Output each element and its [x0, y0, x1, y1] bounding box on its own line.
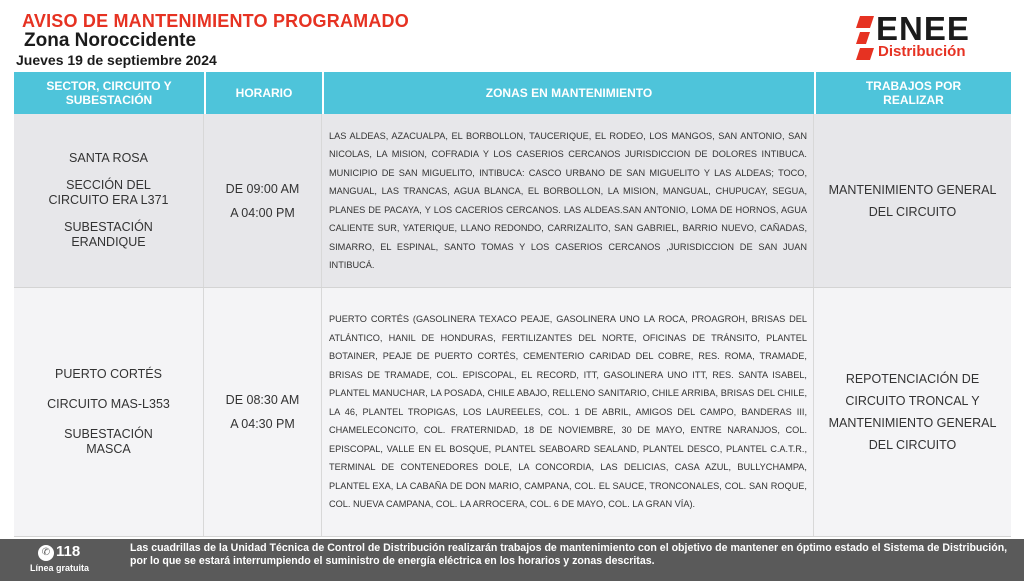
works-cell [814, 288, 1011, 536]
works-text: REPOTENCIACIÓN DE CIRCUITO TRONCAL Y MANTENIMIENTO GENERAL DEL CIRCUITO [828, 372, 997, 452]
zones-cell [322, 288, 814, 536]
zones-cell [322, 114, 814, 287]
works-text: MANTENIMIENTO GENERAL DEL CIRCUITO [828, 182, 997, 219]
schedule-end: A 04:30 PM [230, 417, 295, 431]
substation-name: SUBESTACIÓN ERANDIQUE [64, 220, 153, 249]
sector-name: SANTA ROSA [69, 151, 148, 165]
footer-notice: Las cuadrillas de la Unidad Técnica de Control de Distribución realizarán trabajos de mantenimiento con el objetivo de mantener en óptimo estado el Sistema de Distribución, por lo que se estará interrumpiendo el suministro de energía eléctrica en los horarios y zonas descritas. [130, 542, 1008, 567]
enee-logo [856, 10, 1006, 64]
header-horario: HORARIO [206, 72, 322, 114]
schedule-cell [204, 288, 322, 536]
schedule-start: DE 09:00 AM [225, 181, 300, 196]
logo-wordmark: ENEE [876, 10, 970, 47]
sector-name: PUERTO CORTÉS [55, 367, 162, 381]
notice-date: Jueves 19 de septiembre 2024 [16, 52, 217, 68]
notice-title: AVISO DE MANTENIMIENTO PROGRAMADO [22, 11, 409, 31]
table-row [14, 114, 1011, 288]
header-zonas: ZONAS EN MANTENIMIENTO [324, 72, 814, 114]
maintenance-table [14, 72, 1011, 537]
schedule-start: DE 08:30 AM [225, 393, 300, 407]
circuit-name: SECCIÓN DEL CIRCUITO ERA L371 [48, 178, 169, 207]
hotline-label: Línea gratuita [30, 563, 90, 573]
header-trabajos: TRABAJOS POR REALIZAR [816, 72, 1011, 114]
sector-cell [14, 288, 204, 536]
header-sector: SECTOR, CIRCUITO Y SUBESTACIÓN [14, 72, 204, 114]
sector-cell [14, 114, 204, 287]
schedule-end: A 04:00 PM [230, 205, 295, 220]
footer-bar [0, 539, 1024, 581]
page-header [0, 0, 1024, 70]
hotline-number: 118 [56, 543, 81, 560]
table-row [14, 288, 1011, 537]
table-header [14, 72, 1011, 114]
schedule-cell [204, 114, 322, 287]
circuit-name: CIRCUITO MAS-L353 [47, 397, 170, 411]
enee-logo-icon [856, 16, 874, 60]
zone-title: Zona Noroccidente [24, 30, 197, 51]
zones-text: LAS ALDEAS, AZACUALPA, EL BORBOLLON, TAUCERIQUE, EL RODEO, LOS MANGOS, SAN ANTONIO, SAN NICOLAS, LA MISION, COFRADIA Y LOS CASERIOS CERCANOS JURISDICCION DE DOLORES INTIBUCA. MUNICIPIO DE SAN MIGUELITO, INTIBUCA: CASCO URBANO DE SAN MIGUELITO Y LAS ALDEAS; TOCO, MANGUAL, LAS TRANCAS, AGUA BLANCA, EL BORBOLLON, LA MISION, MANGUAL, CHUPUCAY, SEGUA, PLANES DE PACAYA, Y LOS CACERIOS CERCANOS. LAS ALDEAS.SAN ANTONIO, LOMA DE HORNOS, AGUA CALIENTE SUR, YATERIQUE, LLANO REDONDO, CARRIZALITO, SAN GABRIEL, BARRIO NUEVO, CAÑADAS, SIMARRO, EL ESPINAL, SANTO TOMAS Y LOS CASERIOS CERCANOS ,JURISDICCION DE SAN JUAN INTIBUCÁ. [329, 130, 807, 270]
hotline [30, 543, 106, 577]
phone-icon: ✆ [38, 545, 54, 561]
substation-name: SUBESTACIÓN MASCA [64, 427, 153, 456]
logo-subtitle: Distribución [878, 43, 966, 60]
zones-text: PUERTO CORTÉS (GASOLINERA TEXACO PEAJE, GASOLINERA UNO LA ROCA, PROAGROH, BRISAS DEL ATLÁNTICO, HANIL DE HONDURAS, FERTILIZANTES DEL NORTE, OFICINAS DE TRÁNSITO, PLANTEL BOTAINER, PEAJE DE PUERTO CORTÉS, CEMENTERIO CARIDAD DEL COBRE, RES. ROMA, TRAMADE, BRISAS DE TRAMADE, COL. EPISCOPAL, EL RECORD, ITT, GASOLINERA UNO ITT, RES. SANTA ISABEL, PLANTEL MANUCHAR, LA POSADA, CHILE ABAJO, RELLENO SANITARIO, CHILE ARRIBA, BRISAS DEL CHILE, LA 46, PLANTEL TROPIGAS, LOS LAUREELES, COL. 1 DE ABRIL, AMIGOS DEL CAMPO, BANDERAS III, CHAMELECONCITO, COL. FRATERNIDAD, 18 DE NOVIEMBRE, 30 DE MAYO, ENTRE NARANJOS, COL. EPISCOPAL, VALLE EN EL BOSQUE, PLANTEL SEABOARD SEALAND, PLANTEL DESCO, PLANTEL C.A.T.R., TERMINAL DE CONTENEDORES DOLE, LA CONCORDIA, LAS DELICIAS, CASA AZUL, BULLYCHAMPA, PLANTEL EXA, LA CABAÑA DE DON MARIO, CAMPANA, COL. EL SAUCE, TRONCONALES, COL. SAN ROQUE, COL. NUEVA CAMPANA, COL. LA ARROCERA, COL. 6 DE MAYO, COL. LA GRAN VÍA). [329, 314, 807, 510]
works-cell [814, 114, 1011, 287]
